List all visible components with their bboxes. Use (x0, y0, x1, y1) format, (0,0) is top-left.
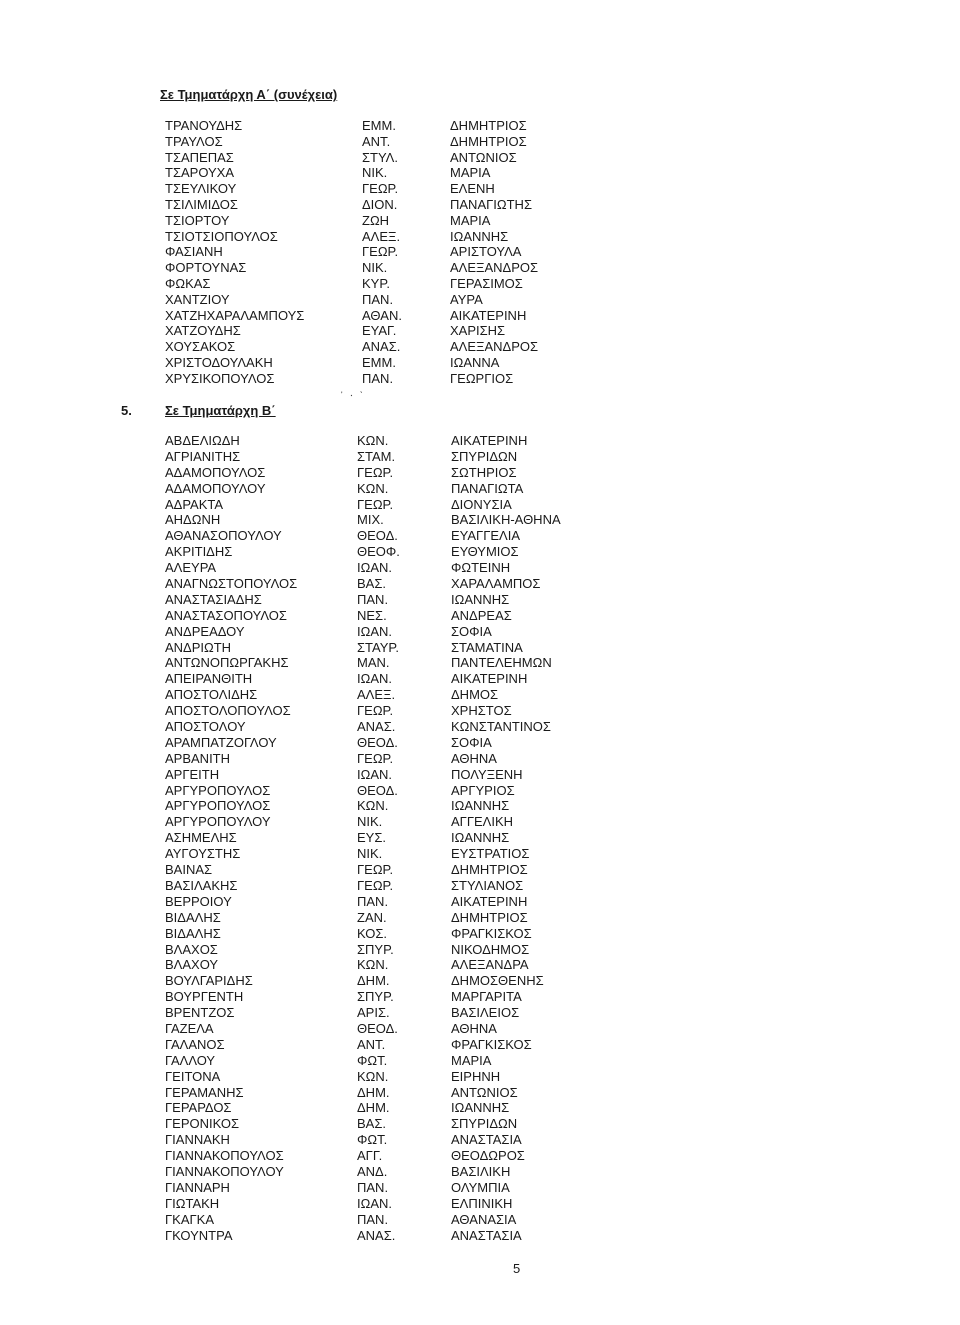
first-name: ΣΟΦΙΑ (451, 623, 492, 639)
surname: ΑΛΕΥΡΑ (165, 560, 217, 576)
list-row (0, 292, 960, 308)
father-name: ΝΙΚ. (362, 165, 388, 181)
first-name: ΑΙΚΑΤΕΡΙΝΗ (451, 893, 528, 909)
surname: ΑΘΑΝΑΣΟΠΟΥΛΟΥ (165, 528, 282, 544)
father-name: ΑΡΙΣ. (357, 1005, 390, 1021)
father-name: ΠΑΝ. (357, 1211, 389, 1227)
list-row (0, 150, 960, 166)
list-row (0, 1053, 960, 1069)
section-a-heading: Σε Τμηματάρχη Α΄ (συνέχεια) (160, 87, 338, 102)
first-name: ΑΥΡΑ (450, 291, 483, 307)
first-name: ΠΟΛΥΞΕΝΗ (451, 766, 523, 782)
surname: ΑΝΤΩΝΟΠΩΡΓΑΚΗΣ (165, 655, 289, 671)
list-row (0, 465, 960, 481)
father-name: ΑΘΑΝ. (362, 307, 402, 323)
list-row (0, 1069, 960, 1085)
father-name: ΓΕΩΡ. (357, 464, 394, 480)
surname: ΤΡΑΝΟΥΔΗΣ (165, 118, 243, 133)
surname: ΓΕΡΑΡΔΟΣ (165, 1100, 232, 1116)
father-name: ΣΤΑΥΡ. (357, 639, 400, 655)
list-row (0, 1085, 960, 1101)
father-name: ΣΠΥΡ. (357, 989, 394, 1005)
surname: ΓΙΑΝΝΑΚΟΠΟΥΛΟΥ (165, 1163, 284, 1179)
first-name: ΦΩΤΕΙΝΗ (451, 560, 511, 576)
list-row (0, 957, 960, 973)
father-name: ΑΛΕΞ. (362, 228, 401, 244)
list-row (0, 846, 960, 862)
list-row (0, 687, 960, 703)
list-row (0, 1180, 960, 1196)
father-name: ΦΩΤ. (357, 1132, 388, 1148)
first-name: ΑΝΔΡΕΑΣ (451, 607, 512, 623)
first-name: ΑΛΕΞΑΝΔΡΟΣ (450, 260, 539, 276)
first-name: ΕΛΠΙΝΙΚΗ (451, 1195, 513, 1211)
list-row (0, 449, 960, 465)
surname: ΒΟΥΛΓΑΡΙΔΗΣ (165, 973, 253, 989)
list-row (0, 830, 960, 846)
first-name: ΔΗΜΟΣ (451, 687, 499, 703)
list-row (0, 989, 960, 1005)
list-row (0, 197, 960, 213)
list-row (0, 719, 960, 735)
surname: ΦΩΚΑΣ (165, 275, 211, 291)
surname: ΧΑΤΖΗΧΑΡΑΛΑΜΠΟΥΣ (165, 307, 305, 323)
first-name: ΜΑΡΓΑΡΙΤΑ (451, 989, 522, 1005)
first-name: ΦΡΑΓΚΙΣΚΟΣ (451, 925, 532, 941)
father-name: ΙΩΑΝ. (357, 671, 393, 687)
list-row (0, 544, 960, 560)
list-row (0, 497, 960, 513)
first-name: ΑΡΙΣΤΟΥΛΑ (450, 244, 522, 260)
surname: ΓΕΡΟΝΙΚΟΣ (165, 1116, 240, 1132)
first-name: ΣΤΑΜΑΤΙΝΑ (451, 639, 523, 655)
first-name: ΣΟΦΙΑ (451, 734, 492, 750)
first-name: ΙΩΑΝΝΑ (450, 354, 500, 370)
surname: ΤΡΑΥΛΟΣ (165, 133, 223, 149)
surname: ΧΑΤΖΟΥΔΗΣ (165, 323, 241, 339)
surname: ΑΚΡΙΤΙΔΗΣ (165, 544, 233, 560)
father-name: ΜΙΧ. (357, 512, 384, 528)
first-name: ΜΑΡΙΑ (450, 212, 491, 228)
list-row (0, 512, 960, 528)
list-row (0, 355, 960, 371)
surname: ΑΣΗΜΕΛΗΣ (165, 830, 237, 846)
first-name: ΜΑΡΙΑ (450, 165, 491, 181)
surname: ΧΑΝΤΖΙΟΥ (165, 291, 230, 307)
father-name: ΔΗΜ. (357, 1084, 390, 1100)
father-name: ΒΑΣ. (357, 1116, 386, 1132)
father-name: ΑΝΤ. (362, 133, 391, 149)
surname: ΓΕΙΤΟΝΑ (165, 1068, 221, 1084)
father-name: ΒΑΣ. (357, 576, 386, 592)
first-name: ΑΛΕΞΑΝΔΡΟΣ (450, 339, 539, 355)
list-row (0, 1196, 960, 1212)
surname: ΑΡΓΕΙΤΗ (165, 766, 220, 782)
list-row (0, 1212, 960, 1228)
first-name: ΒΑΣΙΛΙΚΗ-ΑΘΗΝΑ (451, 512, 561, 528)
father-name: ΑΝΤ. (357, 1036, 386, 1052)
surname: ΑΡΓΥΡΟΠΟΥΛΟΥ (165, 814, 271, 830)
list-row (0, 608, 960, 624)
surname: ΑΡΓΥΡΟΠΟΥΛΟΣ (165, 782, 271, 798)
surname: ΑΔΑΜΟΠΟΥΛΟΥ (165, 480, 266, 496)
list-row (0, 894, 960, 910)
father-name: ΖΩΗ (362, 212, 390, 228)
list-row (0, 798, 960, 814)
first-name: ΔΗΜΗΤΡΙΟΣ (450, 118, 527, 133)
father-name: ΓΕΩΡ. (357, 496, 394, 512)
list-row (0, 624, 960, 640)
list-row (0, 640, 960, 656)
surname: ΓΑΖΕΛΑ (165, 1020, 214, 1036)
first-name: ΚΩΝΣΤΑΝΤΙΝΟΣ (451, 719, 551, 735)
father-name: ΣΤΥΛ. (362, 149, 398, 165)
list-row (0, 433, 960, 449)
first-name: ΙΩΑΝΝΗΣ (451, 830, 510, 846)
first-name: ΣΠΥΡΙΔΩΝ (451, 448, 518, 464)
first-name: ΝΙΚΟΔΗΜΟΣ (451, 941, 530, 957)
first-name: ΕΛΕΝΗ (450, 181, 495, 197)
first-name: ΑΙΚΑΤΕΡΙΝΗ (450, 307, 527, 323)
list-row (0, 926, 960, 942)
surname: ΑΝΔΡΙΩΤΗ (165, 639, 232, 655)
list-row (0, 181, 960, 197)
surname: ΑΝΔΡΕΑΔΟΥ (165, 623, 245, 639)
surname: ΓΑΛΛΟΥ (165, 1052, 216, 1068)
list-row (0, 814, 960, 830)
surname: ΑΡΓΥΡΟΠΟΥΛΟΣ (165, 798, 271, 814)
surname: ΒΑΣΙΛΑΚΗΣ (165, 877, 238, 893)
list-row (0, 735, 960, 751)
list-row (0, 528, 960, 544)
first-name: ΙΩΑΝΝΗΣ (451, 798, 510, 814)
father-name: ΔΙΟΝ. (362, 196, 398, 212)
first-name: ΑΝΑΣΤΑΣΙΑ (451, 1132, 522, 1148)
surname: ΑΝΑΓΝΩΣΤΟΠΟΥΛΟΣ (165, 576, 298, 592)
father-name: ΠΑΝ. (357, 591, 389, 607)
first-name: ΙΩΑΝΝΗΣ (450, 228, 509, 244)
first-name: ΑΡΓΥΡΙΟΣ (451, 782, 515, 798)
surname: ΑΓΡΙΑΝΙΤΗΣ (165, 448, 241, 464)
surname: ΤΣΑΡΟΥΧΑ (165, 165, 235, 181)
father-name: ΕΥΣ. (357, 830, 386, 846)
scan-specks: ᾿ ⸱ ˋ (340, 391, 365, 402)
father-name: ΣΠΥΡ. (357, 941, 394, 957)
list-row (0, 671, 960, 687)
father-name: ΝΙΚ. (357, 846, 383, 862)
list-row (0, 134, 960, 150)
father-name: ΠΑΝ. (362, 291, 394, 307)
father-name: ΚΩΝ. (357, 957, 389, 973)
surname: ΑΠΟΣΤΟΛΙΔΗΣ (165, 687, 258, 703)
first-name: ΑΝΤΩΝΙΟΣ (450, 149, 517, 165)
father-name: ΝΙΚ. (357, 814, 383, 830)
list-row (0, 481, 960, 497)
first-name: ΕΥΣΤΡΑΤΙΟΣ (451, 846, 530, 862)
surname: ΒΕΡΡΟΙΟΥ (165, 893, 232, 909)
surname: ΒΙΔΑΛΗΣ (165, 925, 221, 941)
first-name: ΔΙΟΝΥΣΙΑ (451, 496, 512, 512)
list-row (0, 213, 960, 229)
father-name: ΜΑΝ. (357, 655, 390, 671)
first-name: ΦΡΑΓΚΙΣΚΟΣ (451, 1036, 532, 1052)
surname: ΓΙΑΝΝΑΡΗ (165, 1179, 230, 1195)
father-name: ΓΕΩΡ. (362, 181, 399, 197)
father-name: ΦΩΤ. (357, 1052, 388, 1068)
surname: ΑΒΔΕΛΙΩΔΗ (165, 433, 240, 448)
surname: ΑΝΑΣΤΑΣΙΑΔΗΣ (165, 591, 262, 607)
first-name: ΒΑΣΙΛΙΚΗ (451, 1163, 511, 1179)
first-name: ΑΓΓΕΛΙΚΗ (451, 814, 514, 830)
surname: ΤΣΙΛΙΜΙΔΟΣ (165, 196, 238, 212)
list-row (0, 1164, 960, 1180)
list-row (0, 165, 960, 181)
first-name: ΠΑΝΑΓΙΩΤΗΣ (450, 196, 532, 212)
father-name: ΚΟΣ. (357, 925, 388, 941)
section-b-list (0, 433, 960, 1243)
father-name: ΘΕΟΔ. (357, 1020, 398, 1036)
father-name: ΙΩΑΝ. (357, 623, 393, 639)
father-name: ΙΩΑΝ. (357, 766, 393, 782)
father-name: ΕΜΜ. (362, 354, 396, 370)
father-name: ΔΗΜ. (357, 1100, 390, 1116)
list-row (0, 1021, 960, 1037)
father-name: ΚΥΡ. (362, 275, 390, 291)
first-name: ΑΛΕΞΑΝΔΡΑ (451, 957, 529, 973)
first-name: ΣΩΤΗΡΙΟΣ (451, 464, 517, 480)
surname: ΒΛΑΧΟΥ (165, 957, 219, 973)
list-row (0, 308, 960, 324)
surname: ΓΑΛΑΝΟΣ (165, 1036, 225, 1052)
father-name: ΠΑΝ. (357, 893, 389, 909)
list-row (0, 323, 960, 339)
first-name: ΑΘΗΝΑ (451, 1020, 497, 1036)
list-row (0, 244, 960, 260)
father-name: ΑΛΕΞ. (357, 687, 396, 703)
first-name: ΕΥΑΓΓΕΛΙΑ (451, 528, 521, 544)
surname: ΤΣΙΟΤΣΙΟΠΟΥΛΟΣ (165, 228, 278, 244)
list-row (0, 751, 960, 767)
list-row (0, 339, 960, 355)
father-name: ΘΕΟΔ. (357, 528, 398, 544)
surname: ΓΙΑΝΝΑΚΟΠΟΥΛΟΣ (165, 1148, 284, 1164)
page-number: 5 (513, 1261, 521, 1276)
list-row (0, 703, 960, 719)
surname: ΑΡΑΜΠΑΤΖΟΓΛΟΥ (165, 734, 277, 750)
first-name: ΑΘΗΝΑ (451, 750, 497, 766)
surname: ΒΛΑΧΟΣ (165, 941, 218, 957)
father-name: ΓΕΩΡ. (357, 703, 394, 719)
surname: ΑΠΕΙΡΑΝΘΙΤΗ (165, 671, 253, 687)
list-row (0, 592, 960, 608)
father-name: ΑΝΔ. (357, 1163, 388, 1179)
list-row (0, 783, 960, 799)
first-name: ΣΠΥΡΙΔΩΝ (451, 1116, 518, 1132)
surname: ΒΟΥΡΓΕΝΤΗ (165, 989, 244, 1005)
first-name: ΓΕΩΡΓΙΟΣ (450, 370, 514, 386)
surname: ΑΔΡΑΚΤΑ (165, 496, 224, 512)
first-name: ΑΙΚΑΤΕΡΙΝΗ (451, 433, 528, 448)
first-name: ΕΥΘΥΜΙΟΣ (451, 544, 519, 560)
first-name: ΒΑΣΙΛΕΙΟΣ (451, 1005, 520, 1021)
father-name: ΕΜΜ. (362, 118, 396, 133)
father-name: ΖΑΝ. (357, 909, 387, 925)
father-name: ΕΥΑΓ. (362, 323, 397, 339)
first-name: ΑΘΑΝΑΣΙΑ (451, 1211, 517, 1227)
surname: ΓΚΟΥΝΤΡΑ (165, 1227, 233, 1243)
father-name: ΝΕΣ. (357, 607, 387, 623)
surname: ΓΙΩΤΑΚΗ (165, 1195, 220, 1211)
list-row (0, 767, 960, 783)
father-name: ΙΩΑΝ. (357, 1195, 393, 1211)
father-name: ΓΕΩΡ. (357, 862, 394, 878)
list-row (0, 1100, 960, 1116)
first-name: ΕΙΡΗΝΗ (451, 1068, 501, 1084)
surname: ΤΣΑΠΕΠΑΣ (165, 149, 234, 165)
surname: ΓΚΑΓΚΑ (165, 1211, 215, 1227)
first-name: ΠΑΝΤΕΛΕΗΜΩΝ (451, 655, 552, 671)
first-name: ΔΗΜΗΤΡΙΟΣ (450, 133, 527, 149)
father-name: ΑΓΓ. (357, 1148, 383, 1164)
surname: ΑΡΒΑΝΙΤΗ (165, 750, 231, 766)
surname: ΧΡΥΣΙΚΟΠΟΥΛΟΣ (165, 370, 275, 386)
surname: ΤΣΙΟΡΤΟΥ (165, 212, 230, 228)
surname: ΑΝΑΣΤΑΣΟΠΟΥΛΟΣ (165, 607, 287, 623)
list-row (0, 229, 960, 245)
father-name: ΑΝΑΣ. (362, 339, 401, 355)
father-name: ΣΤΑΜ. (357, 448, 396, 464)
father-name: ΚΩΝ. (357, 1068, 389, 1084)
surname: ΦΟΡΤΟΥΝΑΣ (165, 260, 247, 276)
father-name: ΙΩΑΝ. (357, 560, 393, 576)
first-name: ΙΩΑΝΝΗΣ (451, 1100, 510, 1116)
list-row (0, 1037, 960, 1053)
list-row (0, 260, 960, 276)
list-row (0, 655, 960, 671)
father-name: ΘΕΟΔ. (357, 734, 398, 750)
father-name: ΓΕΩΡ. (362, 244, 399, 260)
list-row (0, 973, 960, 989)
first-name: ΧΑΡΑΛΑΜΠΟΣ (451, 576, 541, 592)
first-name: ΔΗΜΗΤΡΙΟΣ (451, 909, 528, 925)
section-b-heading: Σε Τμηματάρχη Β΄ (165, 403, 276, 418)
first-name: ΑΝΑΣΤΑΣΙΑ (451, 1227, 522, 1243)
father-name: ΚΩΝ. (357, 433, 389, 448)
first-name: ΜΑΡΙΑ (451, 1052, 492, 1068)
first-name: ΟΛΥΜΠΙΑ (451, 1179, 510, 1195)
father-name: ΓΕΩΡ. (357, 750, 394, 766)
first-name: ΧΑΡΙΣΗΣ (450, 323, 506, 339)
list-row (0, 560, 960, 576)
father-name: ΔΗΜ. (357, 973, 390, 989)
surname: ΑΗΔΩΝΗ (165, 512, 221, 528)
list-row (0, 576, 960, 592)
surname: ΓΙΑΝΝΑΚΗ (165, 1132, 230, 1148)
first-name: ΠΑΝΑΓΙΩΤΑ (451, 480, 524, 496)
surname: ΦΑΣΙΑΝΗ (165, 244, 223, 260)
surname: ΒΡΕΝΤΖΟΣ (165, 1005, 235, 1021)
list-row (0, 1228, 960, 1244)
list-row (0, 942, 960, 958)
list-row (0, 1116, 960, 1132)
father-name: ΑΝΑΣ. (357, 1227, 396, 1243)
surname: ΧΟΥΣΑΚΟΣ (165, 339, 236, 355)
list-row (0, 1132, 960, 1148)
list-row (0, 276, 960, 292)
father-name: ΓΕΩΡ. (357, 877, 394, 893)
first-name: ΙΩΑΝΝΗΣ (451, 591, 510, 607)
surname: ΒΙΔΑΛΗΣ (165, 909, 221, 925)
list-row (0, 1005, 960, 1021)
father-name: ΠΑΝ. (362, 370, 394, 386)
first-name: ΓΕΡΑΣΙΜΟΣ (450, 275, 523, 291)
surname: ΧΡΙΣΤΟΔΟΥΛΑΚΗ (165, 354, 273, 370)
surname: ΑΥΓΟΥΣΤΗΣ (165, 846, 241, 862)
list-row (0, 862, 960, 878)
first-name: ΘΕΟΔΩΡΟΣ (451, 1148, 525, 1164)
list-row (0, 878, 960, 894)
first-name: ΑΙΚΑΤΕΡΙΝΗ (451, 671, 528, 687)
first-name: ΔΗΜΟΣΘΕΝΗΣ (451, 973, 544, 989)
father-name: ΝΙΚ. (362, 260, 388, 276)
surname: ΓΕΡΑΜΑΝΗΣ (165, 1084, 244, 1100)
father-name: ΚΩΝ. (357, 798, 389, 814)
first-name: ΧΡΗΣΤΟΣ (451, 703, 512, 719)
father-name: ΠΑΝ. (357, 1179, 389, 1195)
father-name: ΘΕΟΦ. (357, 544, 400, 560)
surname: ΑΠΟΣΤΟΛΟΠΟΥΛΟΣ (165, 703, 291, 719)
list-row (0, 1148, 960, 1164)
father-name: ΘΕΟΔ. (357, 782, 398, 798)
section-b-number: 5. (121, 403, 132, 418)
surname: ΑΠΟΣΤΟΛΟΥ (165, 719, 246, 735)
first-name: ΑΝΤΩΝΙΟΣ (451, 1084, 518, 1100)
list-row (0, 371, 960, 387)
list-row (0, 118, 960, 134)
father-name: ΑΝΑΣ. (357, 719, 396, 735)
section-a-list (0, 118, 960, 387)
surname: ΒΑΙΝΑΣ (165, 862, 213, 878)
first-name: ΣΤΥΛΙΑΝΟΣ (451, 877, 524, 893)
surname: ΤΣΕΥΛΙΚΟΥ (165, 181, 237, 197)
surname: ΑΔΑΜΟΠΟΥΛΟΣ (165, 464, 266, 480)
list-row (0, 910, 960, 926)
first-name: ΔΗΜΗΤΡΙΟΣ (451, 862, 528, 878)
father-name: ΚΩΝ. (357, 480, 389, 496)
